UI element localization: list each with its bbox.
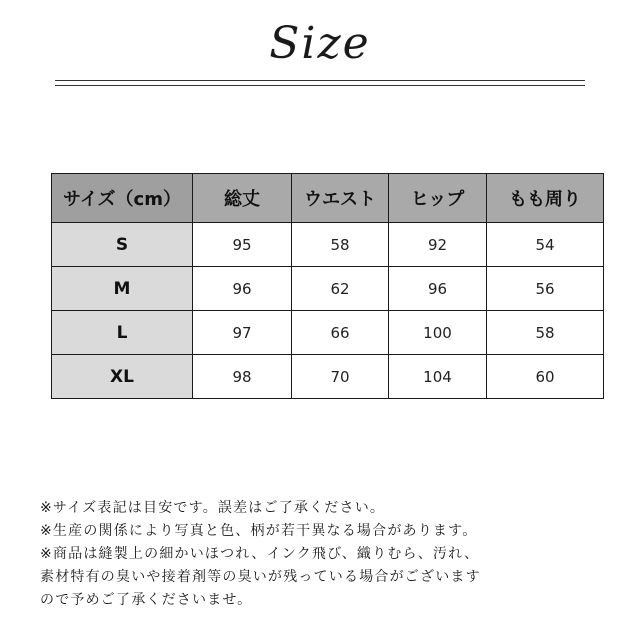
note-line: ※サイズ表記は目安です。誤差はご了承ください。 (40, 500, 386, 516)
note-line: ※生産の関係により写真と色、柄が若干異なる場合があります。 (40, 523, 478, 539)
size-label: XL (52, 355, 193, 399)
size-label: S (52, 223, 193, 267)
table-row (52, 311, 604, 355)
table-row (52, 355, 604, 399)
waist-value: 62 (292, 267, 389, 311)
length-value: 98 (193, 355, 292, 399)
waist-value: 66 (292, 311, 389, 355)
hip-value: 92 (389, 223, 487, 267)
waist-value: 70 (292, 355, 389, 399)
size-label: M (52, 267, 193, 311)
header-length: 総丈 (193, 174, 292, 223)
size-chart-table (51, 173, 604, 399)
title-divider-bottom (55, 85, 585, 86)
header-hip: ヒップ (389, 174, 487, 223)
thigh-value: 56 (487, 267, 604, 311)
table-header-row (52, 174, 604, 223)
waist-value: 58 (292, 223, 389, 267)
hip-value: 104 (389, 355, 487, 399)
note-line: ※商品は縫製上の細かいほつれ、インク飛び、織りむら、汚れ、 (40, 546, 480, 562)
header-size: サイズ（cm） (52, 174, 193, 223)
title-divider-top (55, 80, 585, 81)
thigh-value: 58 (487, 311, 604, 355)
hip-value: 100 (389, 311, 487, 355)
header-waist: ウエスト (292, 174, 389, 223)
length-value: 97 (193, 311, 292, 355)
length-value: 96 (193, 267, 292, 311)
hip-value: 96 (389, 267, 487, 311)
table-row (52, 223, 604, 267)
length-value: 95 (193, 223, 292, 267)
header-thigh: もも周り (487, 174, 604, 223)
note-line: ので予めご了承くださいませ。 (40, 592, 253, 608)
note-line: 素材特有の臭いや接着剤等の臭いが残っている場合がございます (40, 569, 481, 585)
size-label: L (52, 311, 193, 355)
thigh-value: 60 (487, 355, 604, 399)
table-row (52, 267, 604, 311)
page-title: Size (269, 18, 371, 69)
thigh-value: 54 (487, 223, 604, 267)
size-notes (40, 497, 630, 612)
